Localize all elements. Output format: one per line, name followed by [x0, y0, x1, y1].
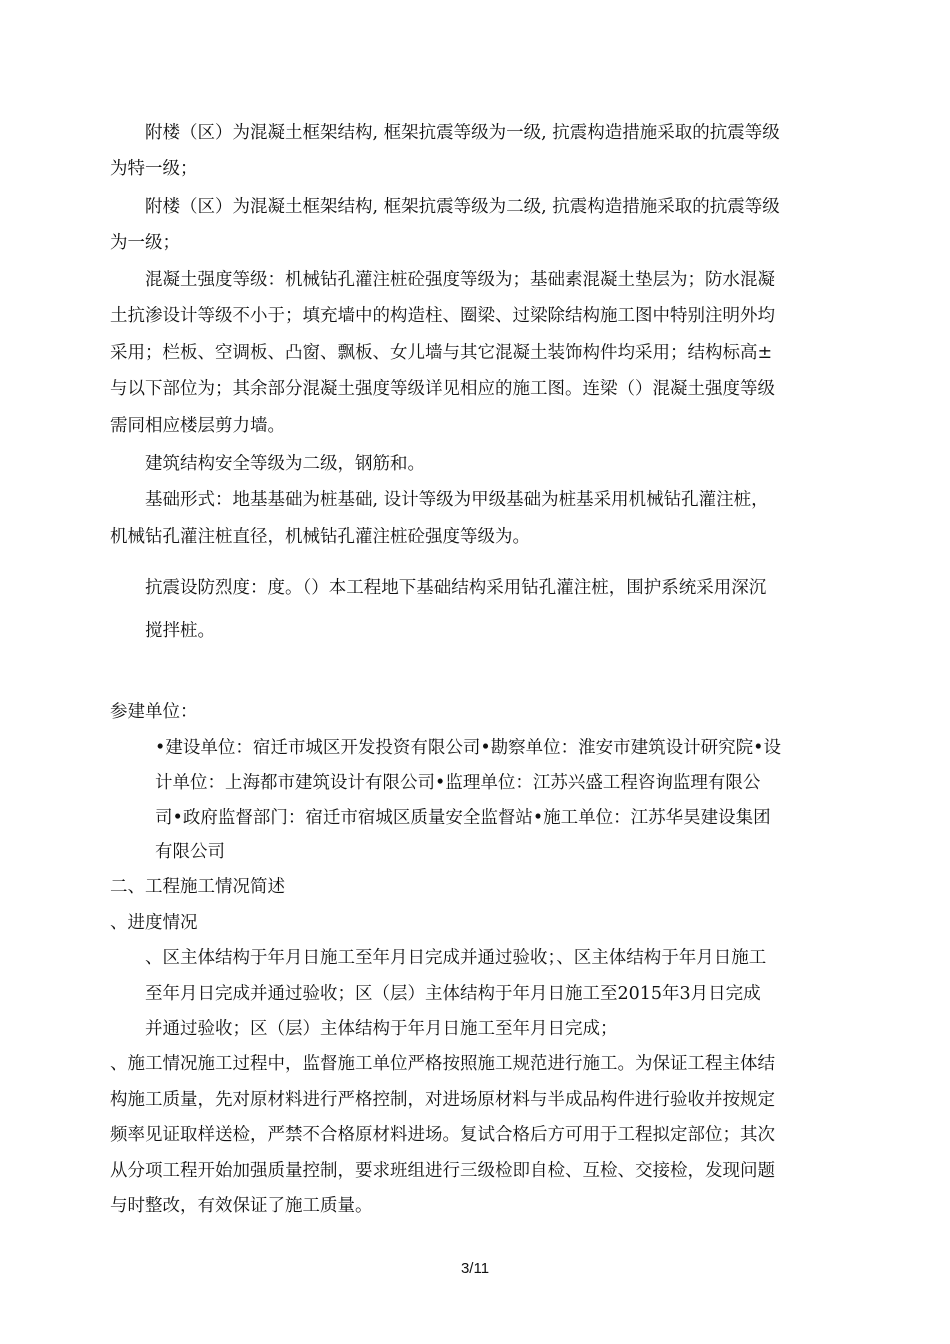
- section-label: 参建单位：: [110, 702, 198, 722]
- list-item: 计单位：上海都市建筑设计有限公司•监理单位：江苏兴盛工程咨询监理有限公: [155, 773, 761, 793]
- text-line: 至年月日完成并通过验收；区（层）主体结构于年月日施工至2015年3月日完成: [145, 984, 761, 1004]
- text-line: 机械钻孔灌注桩直径，机械钻孔灌注桩砼强度等级为。: [110, 527, 530, 547]
- text-line: 附楼（区）为混凝土框架结构, 框架抗震等级为二级, 抗震构造措施采取的抗震等级: [145, 197, 780, 217]
- text-line: 频率见证取样送检，严禁不合格原材料进场。复试合格后方可用于工程拟定部位；其次: [110, 1125, 775, 1145]
- text-line: 与以下部位为；其余部分混凝土强度等级详见相应的施工图。连梁（）混凝土强度等级: [110, 379, 775, 399]
- text-line: 抗震设防烈度：度。（）本工程地下基础结构采用钻孔灌注桩，围护系统采用深沉: [145, 578, 767, 598]
- text-line: 采用；栏板、空调板、凸窗、飘板、女儿墙与其它混凝土装饰构件均采用；结构标高±: [110, 343, 773, 363]
- text-line: 构施工质量，先对原材料进行严格控制，对进场原材料与半成品构件进行验收并按规定: [110, 1090, 775, 1110]
- text-line: 混凝土强度等级：机械钻孔灌注桩砼强度等级为；基础素混凝土垫层为；防水混凝: [145, 270, 775, 290]
- text-line: 为特一级；: [110, 159, 198, 179]
- list-item: •建设单位：宿迁市城区开发投资有限公司•勘察单位：淮安市建筑设计研究院•设: [155, 738, 781, 758]
- section-heading: 二、工程施工情况简述: [110, 877, 285, 897]
- text-line: 搅拌桩。: [145, 621, 215, 641]
- list-item: 司•政府监督部门：宿迁市宿城区质量安全监督站•施工单位：江苏华昊建设集团: [155, 808, 771, 828]
- text-line: 从分项工程开始加强质量控制，要求班组进行三级检即自检、互检、交接检，发现问题: [110, 1161, 775, 1181]
- text-line: 为一级；: [110, 233, 180, 253]
- text-line: 并通过验收；区（层）主体结构于年月日施工至年月日完成；: [145, 1019, 618, 1039]
- list-item: 有限公司: [155, 842, 225, 862]
- subsection-heading: 、进度情况: [110, 913, 198, 933]
- text-line: 、区主体结构于年月日施工至年月日完成并通过验收；、区主体结构于年月日施工: [145, 948, 767, 968]
- text-line: 建筑结构安全等级为二级，钢筋和。: [145, 454, 425, 474]
- page-number: 3/11: [460, 1260, 490, 1277]
- text-line: 需同相应楼层剪力墙。: [110, 416, 285, 436]
- text-line: 土抗渗设计等级不小于；填充墙中的构造柱、圈梁、过梁除结构施工图中特别注明外均: [110, 306, 775, 326]
- text-line: 基础形式：地基基础为桩基础, 设计等级为甲级基础为桩基采用机械钻孔灌注桩，: [145, 490, 769, 510]
- text-line: 附楼（区）为混凝土框架结构, 框架抗震等级为一级, 抗震构造措施采取的抗震等级: [145, 123, 780, 143]
- text-line: 、施工情况施工过程中，监督施工单位严格按照施工规范进行施工。为保证工程主体结: [110, 1054, 775, 1074]
- text-line: 与时整改，有效保证了施工质量。: [110, 1196, 373, 1216]
